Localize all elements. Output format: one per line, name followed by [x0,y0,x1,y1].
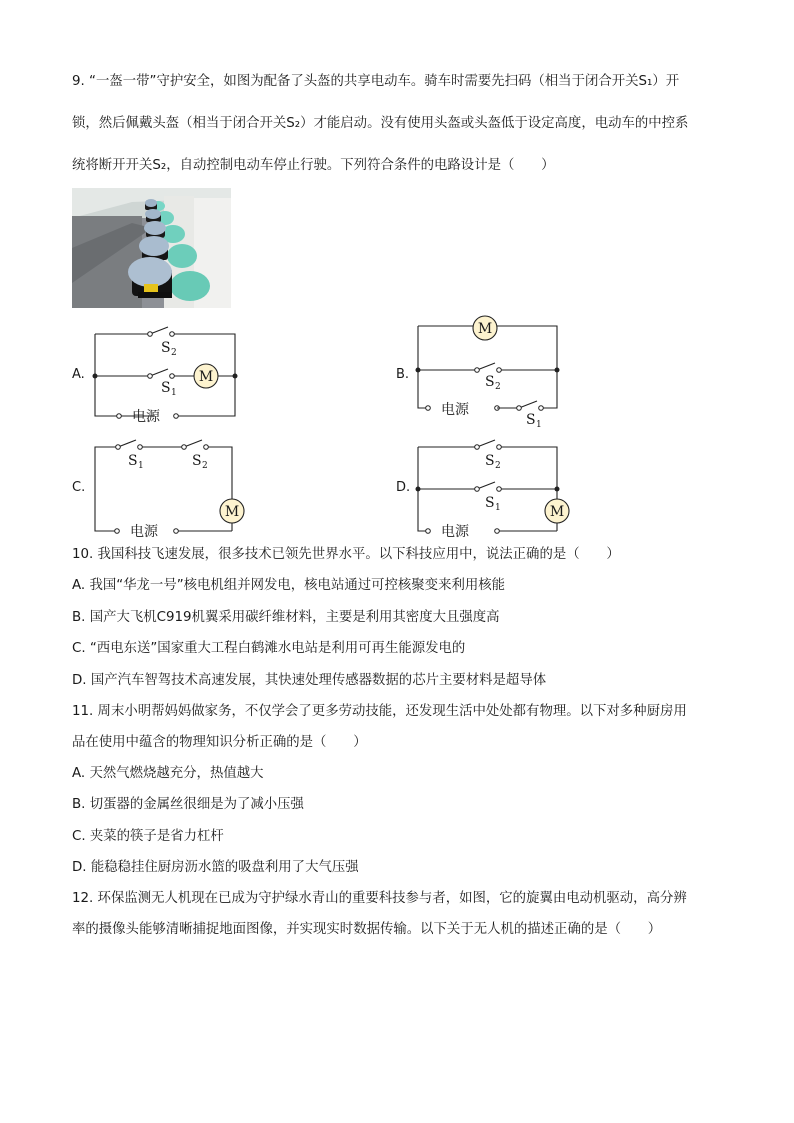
switch-a-mid: S [161,380,171,396]
switch-a-mid-sub: 1 [171,388,177,398]
q10-option-b: B. 国产大飞机C919机翼采用碳纤维材料，主要是利用其密度大且强度高 [72,610,500,625]
switch-d-mid-sub: 1 [495,503,501,513]
q11-option-d: D. 能稳稳挂住厨房沥水篮的吸盘利用了大气压强 [72,860,359,875]
option-c-label: C. [72,480,86,495]
q10-option-d: D. 国产汽车智驾技术高速发展，其快速处理传感器数据的芯片主要材料是超导体 [72,673,547,688]
switch-b-bot: S [526,412,536,428]
q9-stem-line-3: 统将断开开关S₂，自动控制电动车停止行驶。下列符合条件的电路设计是（ ） [72,158,555,173]
switch-d-top: S [485,453,495,469]
switch-d-mid: S [485,495,495,511]
motor-c: M [224,504,240,520]
q11-stem-line-1: 11. 周末小明帮妈妈做家务，不仅学会了更多劳动技能，还发现生活中处处都有物理。以下对多种厨房用 [72,704,687,719]
switch-c-left: S [128,453,138,469]
q11-option-a: A. 天然气燃烧越充分，热值越大 [72,766,264,781]
circuit-diagram-a [90,322,245,428]
switch-a-top-sub: 2 [171,348,177,358]
circuit-diagram-d [413,435,573,543]
motor-d: M [549,504,565,520]
switch-b-mid: S [485,374,495,390]
motor-a: M [198,369,214,385]
power-source-c: 电源 [130,524,158,540]
switch-c-left-sub: 1 [138,461,144,471]
option-a-label: A. [72,367,85,382]
q11-option-c: C. 夹菜的筷子是省力杠杆 [72,829,224,844]
option-d-label: D. [396,480,411,495]
q12-stem-line-1: 12. 环保监测无人机现在已成为守护绿水青山的重要科技参与者，如图，它的旋翼由电动机驱动，高分辨 [72,891,687,906]
q10-stem: 10. 我国科技飞速发展，很多技术已领先世界水平。以下科技应用中，说法正确的是（ ） [72,547,620,562]
power-source-d: 电源 [441,524,469,540]
power-source-b: 电源 [441,402,469,418]
q11-stem-line-2: 品在使用中蕴含的物理知识分析正确的是（ ） [72,735,367,750]
power-source-a: 电源 [132,409,160,425]
q9-stem-line-1: 9. “一盔一带”守护安全，如图为配备了头盔的共享电动车。骑车时需要先扫码（相当于闭合开关S₁）开 [72,74,680,89]
q10-option-c: C. “西电东送”国家重大工程白鹤滩水电站是利用可再生能源发电的 [72,641,466,656]
q10-option-a: A. 我国“华龙一号”核电机组并网发电，核电站通过可控核聚变来利用核能 [72,578,506,593]
circuit-diagram-c [90,435,250,543]
q9-stem-line-2: 锁，然后佩戴头盔（相当于闭合开关S₂）才能启动。没有使用头盔或头盔低于设定高度，电动车的中控系 [72,116,689,131]
switch-a-top: S [161,340,171,356]
switch-d-top-sub: 2 [495,461,501,471]
q11-option-b: B. 切蛋器的金属丝很细是为了减小压强 [72,797,304,812]
circuit-diagram-b [413,314,568,432]
ebike-helmet-photo [72,188,231,308]
switch-c-right: S [192,453,202,469]
motor-b: M [477,321,493,337]
switch-b-mid-sub: 2 [495,382,501,392]
option-b-label: B. [396,367,410,382]
q12-stem-line-2: 率的摄像头能够清晰捕捉地面图像，并实现实时数据传输。以下关于无人机的描述正确的是（ ） [72,922,662,937]
switch-c-right-sub: 2 [202,461,208,471]
switch-b-bot-sub: 1 [536,420,542,430]
